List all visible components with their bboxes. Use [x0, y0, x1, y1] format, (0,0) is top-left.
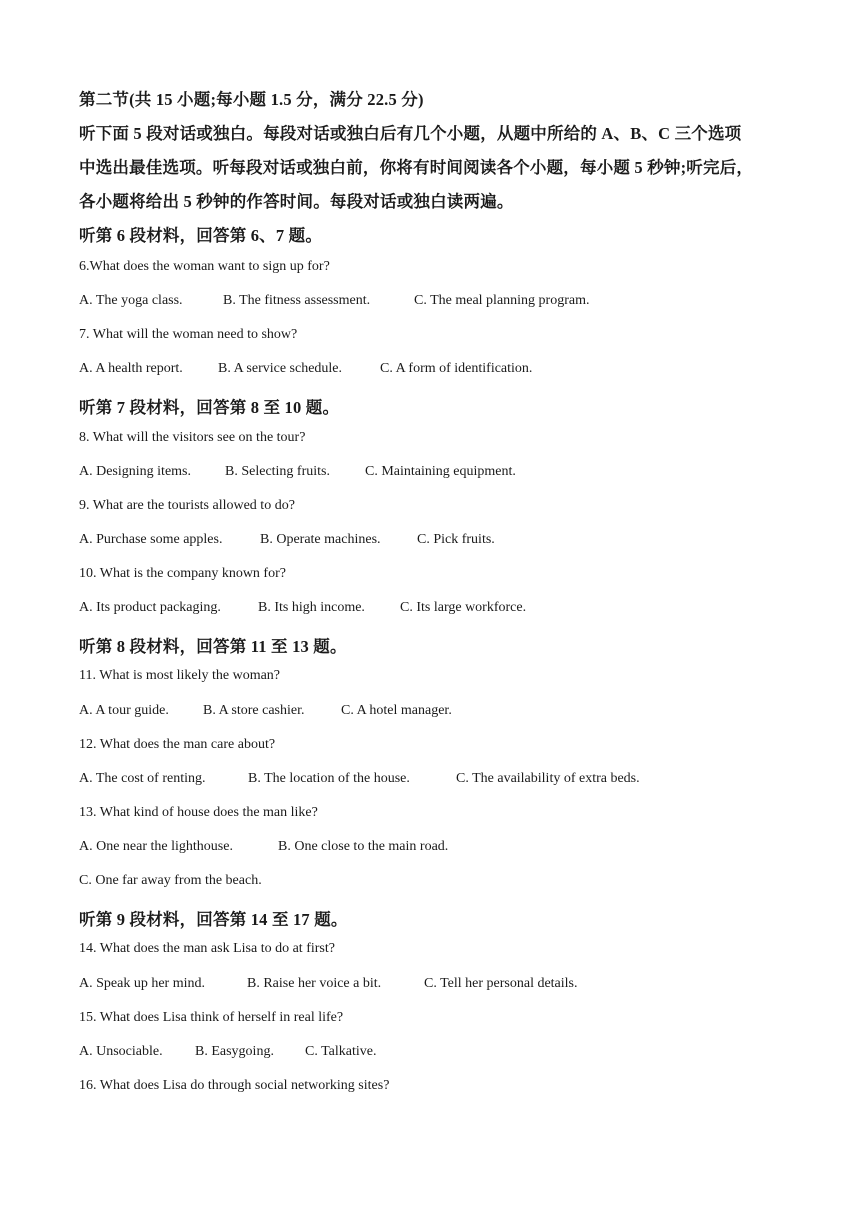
group-heading-7: 听第 7 段材料，回答第 8 至 10 题。: [79, 398, 340, 417]
group-heading-9: 听第 9 段材料，回答第 14 至 17 题。: [79, 910, 348, 929]
group-heading-8: 听第 8 段材料，回答第 11 至 13 题。: [79, 637, 347, 656]
instruction-line-3: 各小题将给出 5 秒钟的作答时间。每段对话或独白读两遍。: [79, 192, 514, 211]
option-8b: B. Selecting fruits.: [225, 464, 330, 479]
options-12: [79, 771, 640, 787]
question-13: 13. What kind of house does the man like?: [79, 805, 318, 820]
option-15c: C. Talkative.: [305, 1044, 377, 1059]
option-14b: B. Raise her voice a bit.: [247, 976, 382, 991]
question-9: 9. What are the tourists allowed to do?: [79, 498, 295, 513]
option-10c: C. Its large workforce.: [400, 600, 527, 615]
option-6a: A. The yoga class.: [79, 293, 183, 308]
section-title: 第二节(共 15 小题;每小题 1.5 分，满分 22.5 分): [79, 90, 424, 109]
option-14c: C. Tell her personal details.: [424, 976, 578, 991]
option-11a: A. A tour guide.: [79, 703, 169, 718]
option-10b: B. Its high income.: [258, 600, 365, 615]
option-15a: A. Unsociable.: [79, 1044, 163, 1059]
question-12: 12. What does the man care about?: [79, 737, 276, 752]
question-8: 8. What will the visitors see on the tour?: [79, 430, 306, 445]
option-12b: B. The location of the house.: [248, 771, 410, 786]
question-10: 10. What is the company known for?: [79, 566, 286, 581]
option-6b: B. The fitness assessment.: [223, 293, 371, 308]
question-15: 15. What does Lisa think of herself in real life?: [79, 1010, 344, 1025]
option-14a: A. Speak up her mind.: [79, 976, 205, 991]
option-11c: C. A hotel manager.: [341, 703, 452, 718]
options-13: [79, 839, 448, 855]
options-15: [79, 1044, 376, 1060]
option-6c: C. The meal planning program.: [414, 293, 590, 308]
option-9c: C. Pick fruits.: [417, 532, 495, 547]
option-15b: B. Easygoing.: [195, 1044, 274, 1059]
option-8a: A. Designing items.: [79, 464, 191, 479]
option-9b: B. Operate machines.: [260, 532, 381, 547]
question-7: 7. What will the woman need to show?: [79, 327, 298, 342]
options-10: [79, 600, 526, 616]
options-6: [79, 293, 589, 309]
option-13c: C. One far away from the beach.: [79, 873, 262, 888]
instruction-line-2: 中选出最佳选项。听每段对话或独白前，你将有时间阅读各个小题，每小题 5 秒钟;听完后，: [79, 158, 754, 177]
option-11b: B. A store cashier.: [203, 703, 305, 718]
question-14: 14. What does the man ask Lisa to do at first?: [79, 941, 335, 956]
option-8c: C. Maintaining equipment.: [365, 464, 516, 479]
option-12c: C. The availability of extra beds.: [456, 771, 640, 786]
option-10a: A. Its product packaging.: [79, 600, 221, 615]
option-9a: A. Purchase some apples.: [79, 532, 223, 547]
question-16: 16. What does Lisa do through social networking sites?: [79, 1078, 390, 1093]
option-13a: A. One near the lighthouse.: [79, 839, 233, 854]
instruction-line-1: 听下面 5 段对话或独白。每段对话或独白后有几个小题，从题中所给的 A、B、C 三个选项: [79, 124, 742, 143]
option-12a: A. The cost of renting.: [79, 771, 206, 786]
options-8: [79, 464, 516, 480]
question-6: 6.What does the woman want to sign up for?: [79, 259, 330, 274]
options-11: [79, 703, 452, 719]
options-7: [79, 361, 532, 377]
option-13b: B. One close to the main road.: [278, 839, 449, 854]
options-9: [79, 532, 495, 548]
options-14: [79, 976, 578, 992]
option-7c: C. A form of identification.: [380, 361, 533, 376]
option-7a: A. A health report.: [79, 361, 183, 376]
question-11: 11. What is most likely the woman?: [79, 668, 281, 683]
group-heading-6: 听第 6 段材料，回答第 6、7 题。: [79, 226, 323, 245]
option-7b: B. A service schedule.: [218, 361, 343, 376]
